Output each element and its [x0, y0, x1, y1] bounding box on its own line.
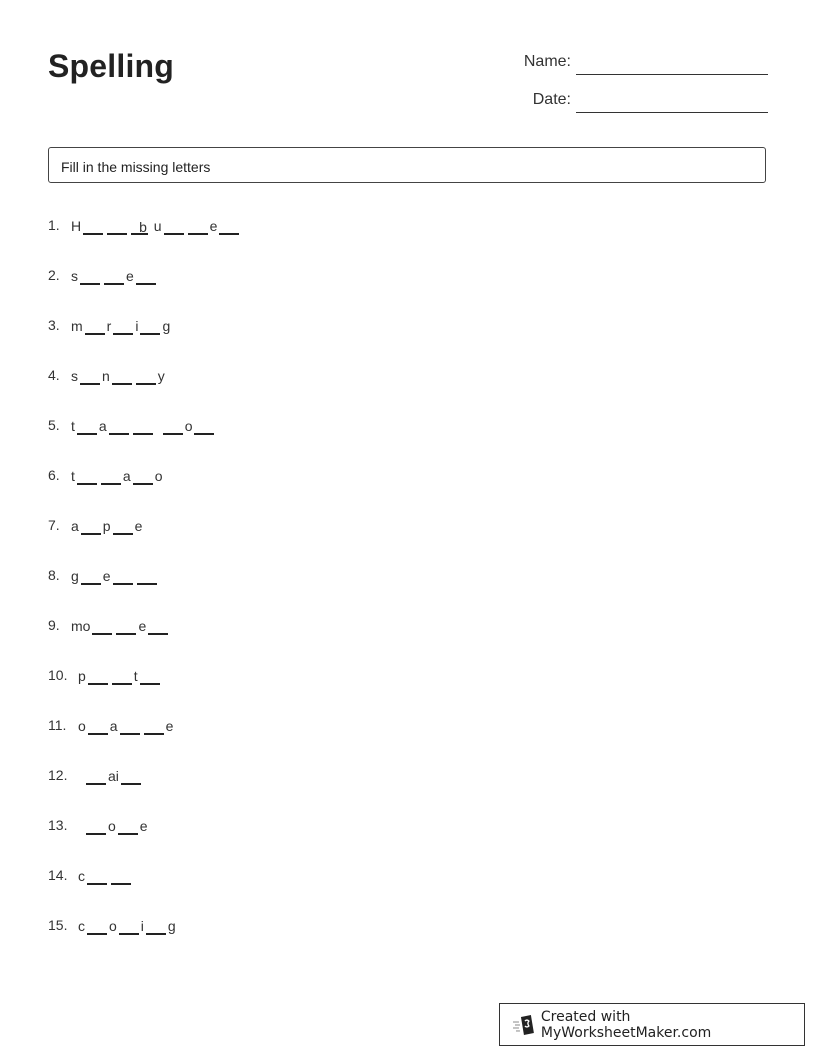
item-number: 10. [48, 667, 68, 683]
letter-blank[interactable] [118, 819, 138, 835]
letter-blank[interactable] [112, 669, 132, 685]
letter-blank[interactable] [188, 219, 208, 235]
letter-blank[interactable] [113, 569, 133, 585]
given-letters: s [71, 368, 78, 384]
date-field[interactable] [490, 89, 768, 113]
given-letters: n [102, 368, 110, 384]
letter-blank[interactable] [137, 569, 157, 585]
given-letters: i [135, 318, 139, 334]
word-puzzle [78, 867, 133, 885]
item-number: 12. [48, 767, 68, 783]
letter-blank[interactable] [140, 669, 160, 685]
list-item [48, 417, 241, 467]
letter-blank[interactable] [81, 519, 101, 535]
letter-blank[interactable] [85, 319, 105, 335]
letter-blank[interactable] [86, 819, 106, 835]
item-number: 11. [48, 717, 67, 733]
letter-blank[interactable] [164, 219, 184, 235]
item-number: 2. [48, 267, 60, 283]
letter-blank[interactable] [133, 469, 153, 485]
given-letters: a [109, 718, 118, 734]
word-puzzle [71, 567, 159, 585]
given-letters: g [167, 918, 176, 934]
word-puzzle [71, 417, 216, 435]
word-puzzle [71, 367, 165, 385]
item-number: 5. [48, 417, 60, 433]
letter-blank[interactable] [87, 869, 107, 885]
given-letters: e [165, 718, 174, 734]
letter-blank[interactable] [107, 219, 127, 235]
badge-text: Created with MyWorksheetMaker.com [540, 1008, 712, 1041]
letter-blank[interactable] [101, 469, 121, 485]
word-puzzle [78, 817, 148, 835]
letter-blank[interactable] [77, 419, 97, 435]
given-letters: p [78, 668, 86, 684]
name-line[interactable] [576, 74, 768, 75]
given-letters: e [102, 568, 111, 584]
item-number: 15. [48, 917, 68, 933]
letter-blank[interactable] [140, 319, 160, 335]
letter-blank[interactable] [77, 469, 97, 485]
list-item [48, 717, 241, 767]
letter-blank[interactable] [88, 719, 108, 735]
item-number: 1. [48, 217, 60, 233]
item-number: 7. [48, 517, 60, 533]
letter-blank[interactable] [163, 419, 183, 435]
list-item [48, 867, 241, 917]
letter-blank[interactable] [86, 769, 106, 785]
letter-blank[interactable] [104, 269, 124, 285]
given-letters: u [149, 218, 162, 234]
letter-blank[interactable] [194, 419, 214, 435]
given-letters: ai [108, 768, 119, 784]
letter-blank[interactable] [92, 619, 112, 635]
letter-blank[interactable]: b [131, 219, 148, 235]
given-letters: o [109, 918, 117, 934]
given-letters: m [71, 318, 83, 334]
spelling-list [48, 217, 241, 967]
worksheet-maker-logo-icon [512, 1014, 536, 1036]
given-letters: mo [71, 618, 91, 634]
letter-blank[interactable] [111, 869, 131, 885]
item-number: 9. [48, 617, 60, 633]
letter-blank[interactable] [109, 419, 129, 435]
letter-blank[interactable] [148, 619, 168, 635]
given-letters: t [71, 418, 75, 434]
list-item [48, 467, 241, 517]
given-letters: o [184, 418, 193, 434]
given-letters: y [157, 368, 165, 384]
word-puzzle [71, 517, 142, 535]
name-label: Name: [523, 53, 571, 70]
word-puzzle [71, 267, 158, 285]
letter-blank[interactable] [80, 269, 100, 285]
letter-blank[interactable] [113, 319, 133, 335]
word-puzzle [78, 767, 143, 785]
given-letters: e [139, 818, 148, 834]
given-letters: e [138, 618, 147, 634]
list-item [48, 217, 241, 267]
given-letters: e [134, 518, 143, 534]
letter-blank[interactable] [120, 719, 140, 735]
given-letters: s [71, 268, 78, 284]
letter-blank[interactable] [133, 419, 153, 435]
given-letters: e [126, 268, 134, 284]
item-number: 13. [48, 817, 68, 833]
given-letters: H [71, 218, 82, 234]
item-number: 6. [48, 467, 60, 483]
letter-blank[interactable] [83, 219, 103, 235]
given-letters: g [71, 568, 79, 584]
list-item [48, 317, 241, 367]
given-letters: r [106, 318, 112, 334]
list-item [48, 667, 241, 717]
date-label: Date: [532, 91, 571, 108]
letter-blank[interactable] [136, 269, 156, 285]
given-letters: e [209, 218, 218, 234]
word-puzzle [78, 667, 162, 685]
given-letters: a [122, 468, 131, 484]
given-letters: t [133, 668, 138, 684]
letter-blank[interactable] [144, 719, 164, 735]
letter-blank[interactable] [119, 919, 139, 935]
page-title: Spelling [48, 48, 175, 84]
letter-blank[interactable] [116, 619, 136, 635]
instructions-text: Fill in the missing letters [61, 159, 211, 175]
word-puzzle [71, 317, 170, 335]
given-letters: o [154, 468, 163, 484]
word-puzzle [71, 217, 241, 235]
given-letters: a [98, 418, 107, 434]
given-letters: t [71, 468, 75, 484]
item-number: 3. [48, 317, 60, 333]
list-item [48, 517, 241, 567]
word-puzzle [78, 917, 176, 935]
item-number: 14. [48, 867, 68, 883]
list-item [48, 917, 241, 967]
given-letters: o [108, 818, 116, 834]
list-item [48, 817, 241, 867]
given-letters: i [140, 918, 144, 934]
list-item [48, 617, 241, 667]
date-line[interactable] [576, 112, 768, 113]
letter-blank[interactable] [146, 919, 166, 935]
created-with-badge[interactable] [499, 1003, 805, 1046]
word-puzzle [71, 617, 170, 635]
letter-blank[interactable] [112, 369, 132, 385]
given-letters: g [162, 318, 171, 334]
letter-blank[interactable] [113, 519, 133, 535]
list-item [48, 567, 241, 617]
given-letters: o [78, 718, 86, 734]
list-item [48, 367, 241, 417]
given-letters: c [78, 918, 85, 934]
letter-blank[interactable] [219, 219, 239, 235]
letter-blank[interactable] [88, 669, 108, 685]
list-item [48, 767, 241, 817]
name-field[interactable] [490, 51, 768, 75]
instructions-box [48, 147, 766, 183]
word-puzzle [78, 717, 173, 735]
item-number: 8. [48, 567, 60, 583]
word-puzzle [71, 467, 162, 485]
item-number: 4. [48, 367, 60, 383]
letter-blank[interactable] [81, 569, 101, 585]
letter-blank[interactable] [80, 369, 100, 385]
given-letters: p [102, 518, 111, 534]
letter-blank[interactable] [121, 769, 141, 785]
letter-blank[interactable] [136, 369, 156, 385]
letter-blank[interactable] [87, 919, 107, 935]
given-letters: c [78, 868, 85, 884]
given-letters: a [71, 518, 79, 534]
list-item [48, 267, 241, 317]
